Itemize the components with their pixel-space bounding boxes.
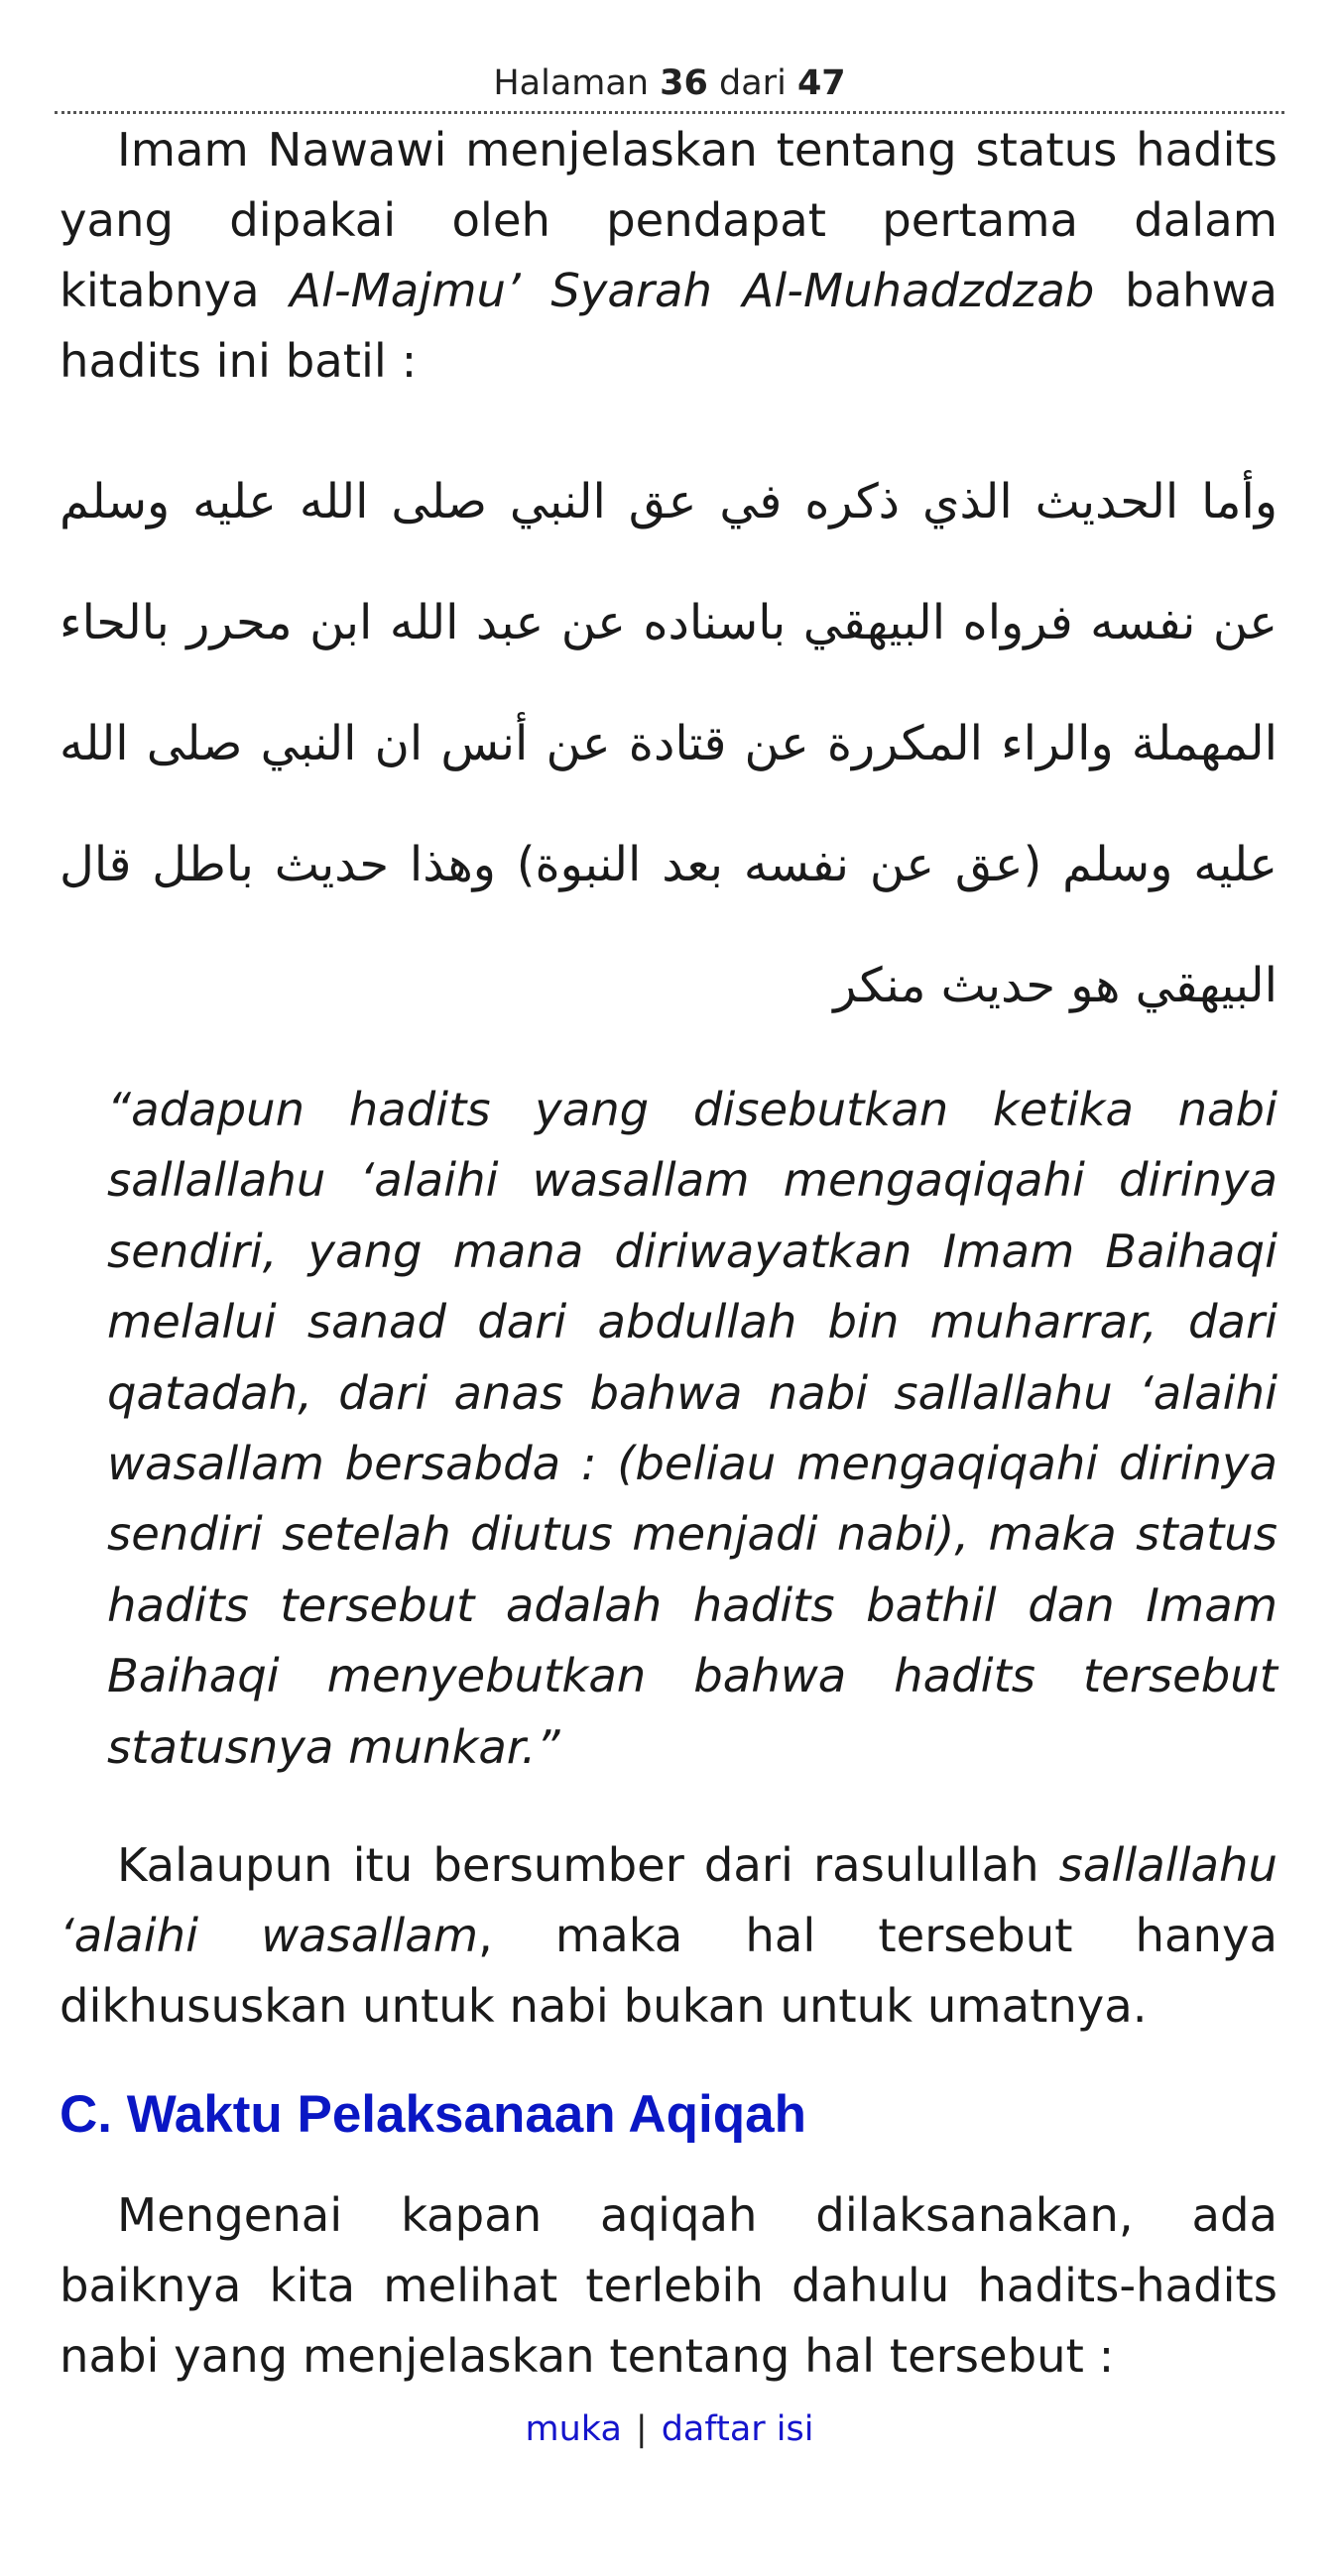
- page-header: [55, 61, 1284, 105]
- book-title: Al-Majmu’ Syarah Al-Muhadzdzab: [290, 264, 1095, 317]
- header-divider: [55, 111, 1284, 114]
- intro-text-start: Imam Nawawi menjelaskan tentang status hadits yang dipakai oleh pendapat pertama dalam kitabnya: [60, 123, 1278, 317]
- footer-separator: |: [635, 2409, 648, 2449]
- explanation-text-end: , maka hal tersebut hanya dikhususkan untuk nabi bukan untuk umatnya.: [60, 1909, 1278, 2033]
- page-label: Halaman: [493, 63, 650, 103]
- intro-paragraph: [60, 115, 1278, 397]
- front-page-link[interactable]: muka: [525, 2409, 622, 2449]
- table-of-contents-link[interactable]: daftar isi: [661, 2409, 814, 2449]
- explanation-text-start: Kalaupun itu bersumber dari rasulullah: [117, 1838, 1059, 1892]
- salawat-phrase: sallallahu ‘alaihi wasallam: [60, 1838, 1278, 1962]
- section-intro-paragraph: [60, 2180, 1278, 2392]
- current-page-number: 36: [660, 63, 708, 103]
- page-of-label: dari: [719, 63, 787, 103]
- section-heading: C. Waktu Pelaksanaan Aqiqah: [60, 2085, 806, 2144]
- intro-text-end: bahwa hadits ini batil :: [60, 264, 1278, 388]
- page-footer: [55, 2404, 1284, 2454]
- explanation-paragraph: [60, 1830, 1278, 2042]
- arabic-quote: وأما الحديث الذي ذكره في عق النبي صلى الله عليه وسلم عن نفسه فرواه البيهقي باسناده عن عبد الله ابن محرر بالحاء المهملة والراء المكررة عن قتادة عن أنس ان النبي صلى الله عليه وسلم (عق عن نفسه بعد النبوة) وهذا حديث باطل قال البيهقي هو حديث منكر: [60, 474, 1278, 1013]
- translation-quote: “adapun hadits yang disebutkan ketika nabi sallallahu ‘alaihi wasallam mengaqiqahi dirinya sendiri, yang mana diriwayatkan Imam Baihaqi melalui sanad dari abdullah bin muharrar, dari qatadah, dari anas bahwa nabi sallallahu ‘alaihi wasallam bersabda : (beliau mengaqiqahi dirinya sendiri setelah diutus menjadi nabi), maka status hadits tersebut adalah hadits bathil dan Imam Baihaqi menyebutkan bahwa hadits tersebut statusnya munkar.”: [107, 1083, 1278, 1774]
- section-intro-text: Mengenai kapan aqiqah dilaksanakan, ada baiknya kita melihat terlebih dahulu hadits-hadits nabi yang menjelaskan tentang hal tersebut :: [60, 2188, 1278, 2383]
- total-pages-number: 47: [796, 63, 846, 103]
